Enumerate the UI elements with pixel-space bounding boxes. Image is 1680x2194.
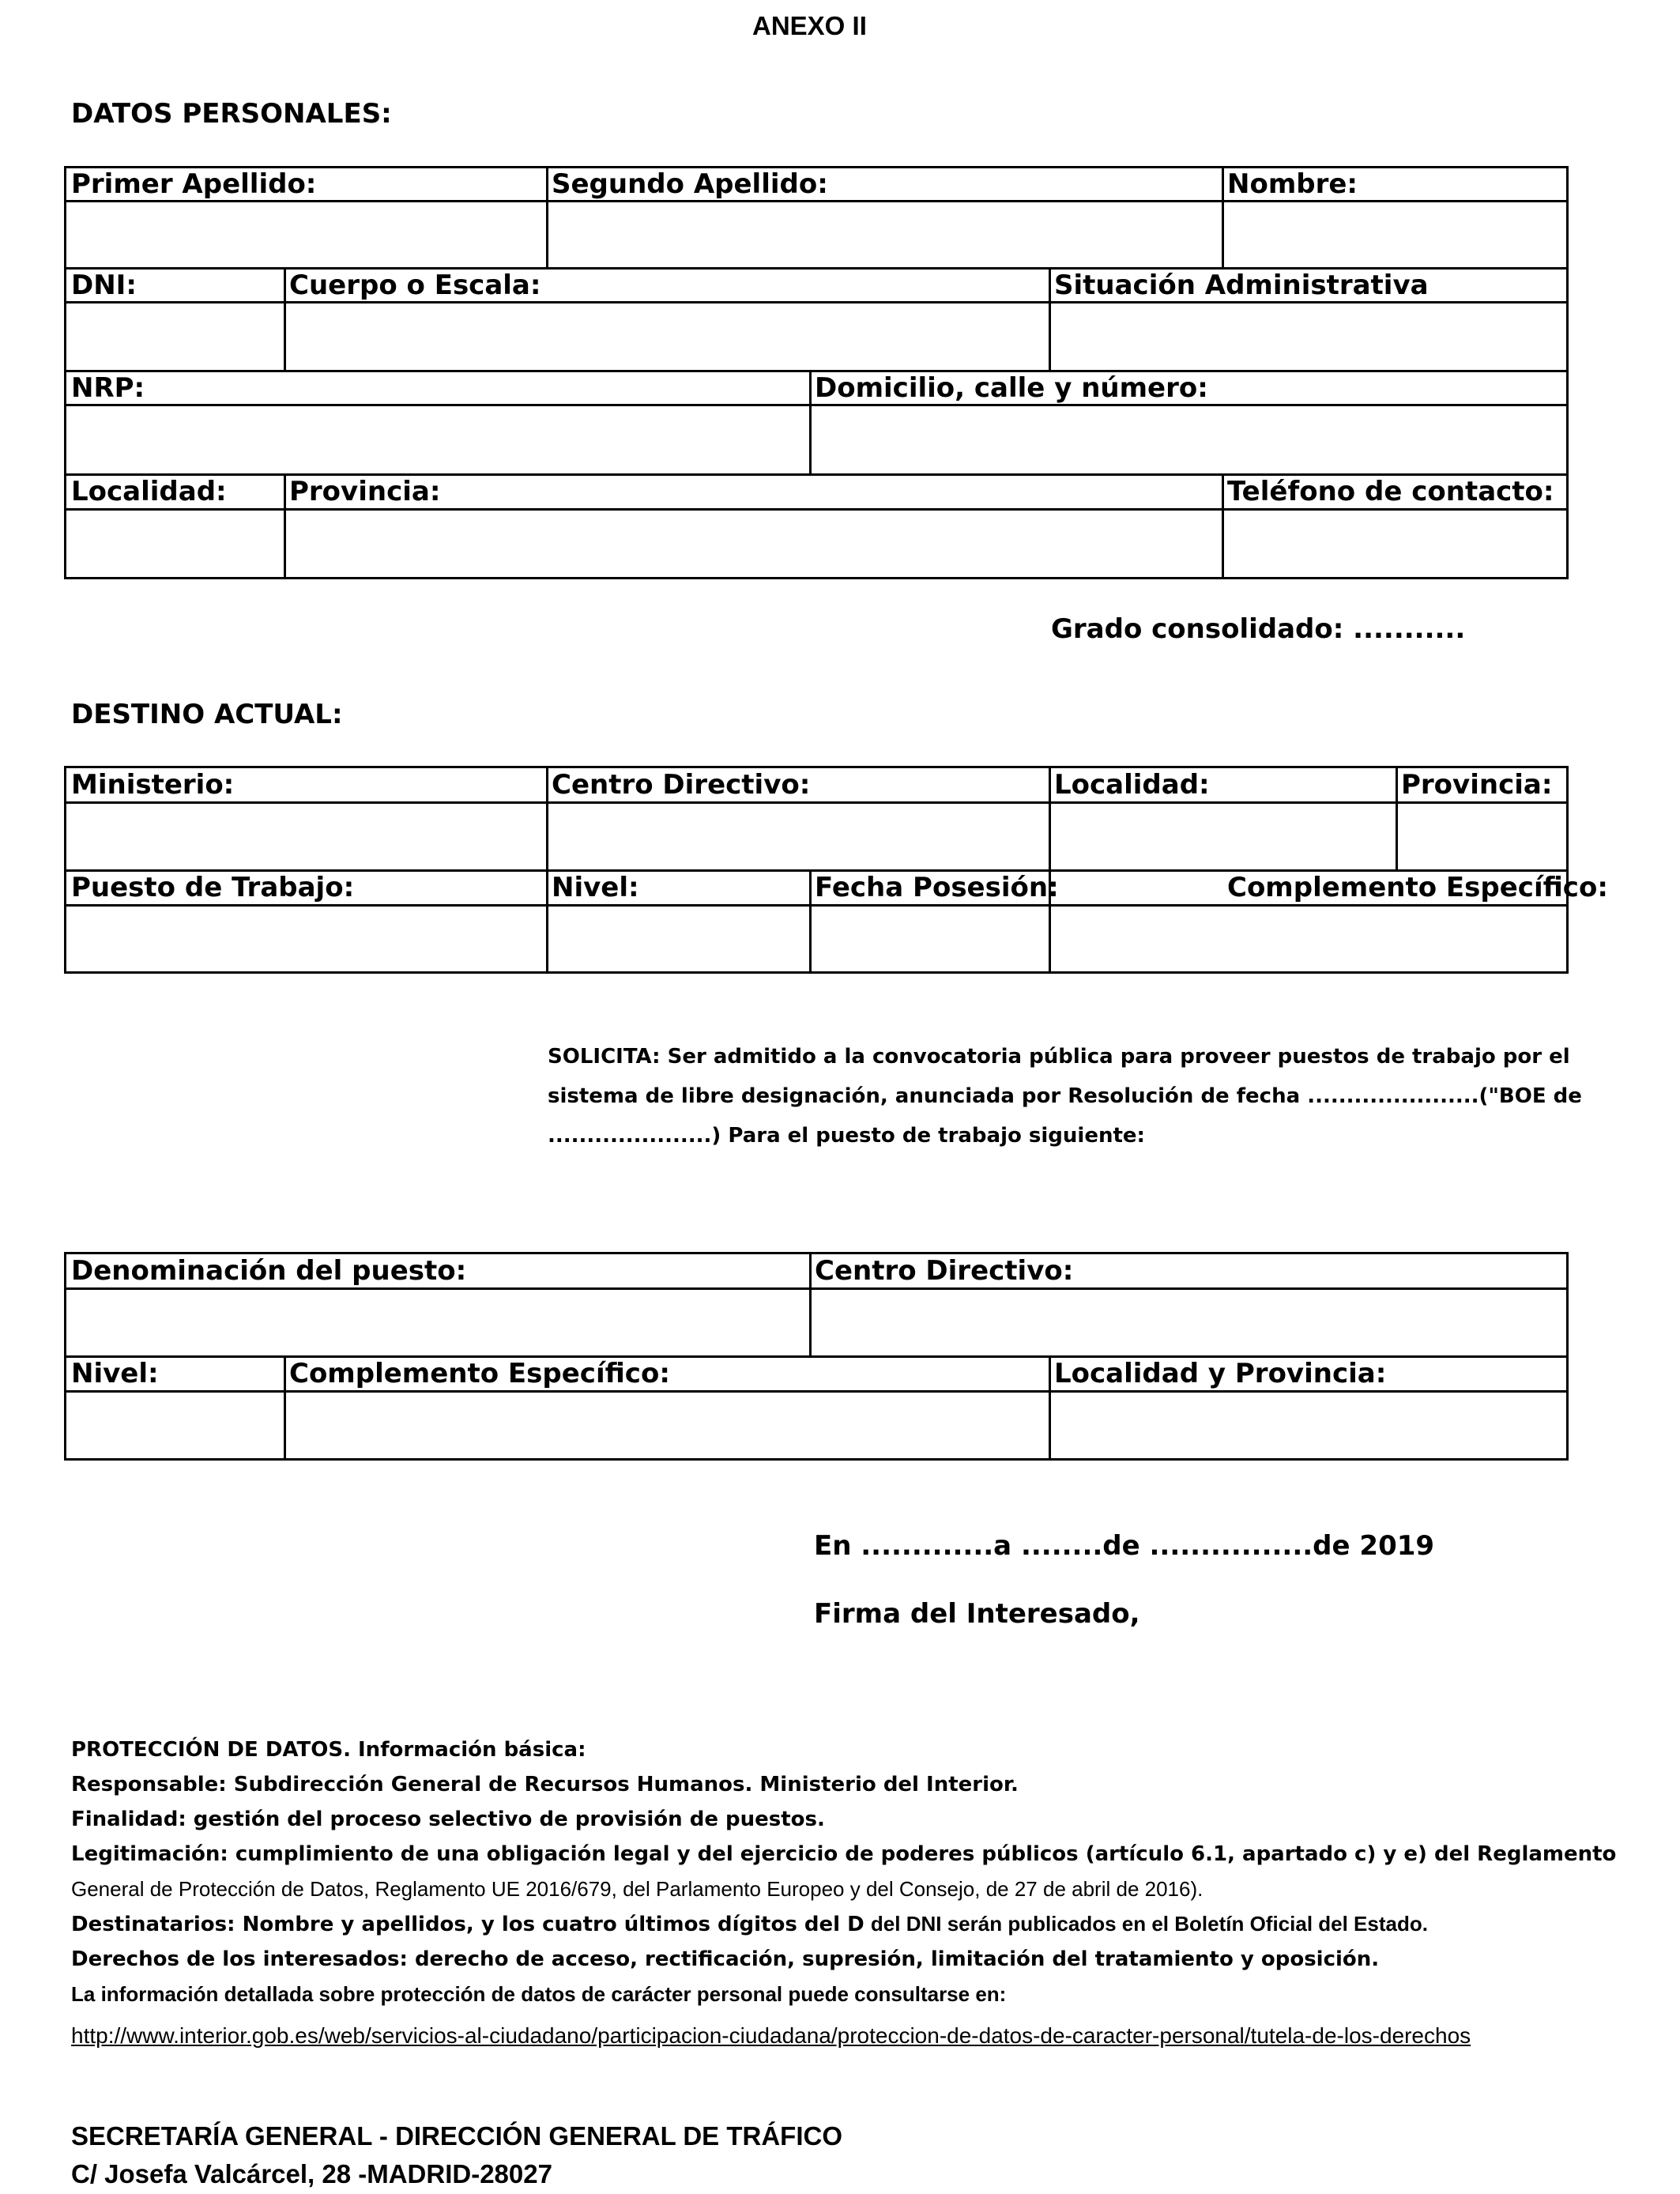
privacy-url-link[interactable]: http://www.interior.gob.es/web/servicios-al-ciudadano/participacion-ciudadana/proteccion-de-datos-de-caracter-personal/tutela-de-los-derechos: [71, 2023, 1471, 2048]
personal-data-table: [64, 166, 1569, 579]
puesto-solicitado-table: [64, 1252, 1569, 1461]
label-puesto-complemento: Complemento Específico:: [289, 1358, 670, 1389]
label-nivel: Nivel:: [552, 872, 639, 903]
label-complemento-especifico: Complemento Específico:: [1227, 872, 1608, 903]
privacy-legitimacion-2: General de Protección de Datos, Reglamento UE 2016/679, del Parlamento Europeo y del Consejo, de 27 de abril de 2016).: [71, 1877, 1203, 1901]
footer-organization: SECRETARÍA GENERAL - DIRECCIÓN GENERAL DE TRÁFICO: [71, 2121, 842, 2151]
solicita-paragraph: [548, 1037, 1582, 1155]
label-destino-provincia: Provincia:: [1401, 769, 1553, 801]
solicita-line-1: SOLICITA: Ser admitido a la convocatoria pública para proveer puestos de trabajo por el: [548, 1045, 1570, 1069]
personal-data-heading: DATOS PERSONALES:: [71, 98, 392, 130]
label-puesto-nivel: Nivel:: [71, 1358, 159, 1389]
label-dni: DNI:: [71, 270, 137, 301]
label-puesto-trabajo: Puesto de Trabajo:: [71, 872, 355, 903]
label-situacion-administrativa: Situación Administrativa: [1054, 270, 1429, 301]
firma-interesado: Firma del Interesado,: [814, 1598, 1140, 1630]
label-ministerio: Ministerio:: [71, 769, 235, 801]
privacy-legitimacion: Legitimación: cumplimiento de una obligación legal y del ejercicio de poderes públicos (artículo 6.1, apartado c) y e) del Reglamento: [71, 1842, 1617, 1866]
label-cuerpo-escala: Cuerpo o Escala:: [289, 270, 541, 301]
privacy-destinatarios-b: del DNI serán publicados en el Boletín Oficial del Estado.: [870, 1912, 1428, 1936]
destino-actual-heading: DESTINO ACTUAL:: [71, 699, 343, 730]
label-domicilio: Domicilio, calle y número:: [815, 372, 1208, 404]
solicita-line-2: sistema de libre designación, anunciada por Resolución de fecha ......................("BOE de: [548, 1084, 1582, 1108]
date-line: En .............a ........de ................de 2019: [814, 1530, 1435, 1562]
privacy-responsable: Responsable: Subdirección General de Recursos Humanos. Ministerio del Interior.: [71, 1773, 1019, 1796]
grado-consolidado: Grado consolidado: ...........: [1051, 613, 1466, 645]
label-puesto-centro-directivo: Centro Directivo:: [815, 1255, 1074, 1287]
label-centro-directivo: Centro Directivo:: [552, 769, 811, 801]
label-provincia: Provincia:: [289, 476, 441, 507]
footer-address: C/ Josefa Valcárcel, 28 -MADRID-28027: [71, 2159, 552, 2188]
privacy-finalidad: Finalidad: gestión del proceso selectivo de provisión de puestos.: [71, 1808, 825, 1831]
privacy-title-rest: Información básica:: [350, 1738, 586, 1762]
destino-actual-table: [64, 766, 1608, 974]
label-localidad-provincia: Localidad y Provincia:: [1054, 1358, 1387, 1389]
annex-title: ANEXO II: [752, 11, 867, 40]
solicita-line-3: .....................) Para el puesto de trabajo siguiente:: [548, 1124, 1145, 1148]
privacy-block: [71, 1732, 1616, 2012]
label-nombre: Nombre:: [1227, 168, 1358, 200]
label-segundo-apellido: Segundo Apellido:: [552, 168, 828, 200]
label-nrp: NRP:: [71, 372, 145, 404]
privacy-title: PROTECCIÓN DE DATOS.: [71, 1738, 351, 1762]
label-primer-apellido: Primer Apellido:: [71, 168, 317, 200]
label-denominacion-puesto: Denominación del puesto:: [71, 1255, 467, 1287]
label-localidad: Localidad:: [71, 476, 227, 507]
label-telefono: Teléfono de contacto:: [1227, 476, 1554, 507]
label-fecha-posesion: Fecha Posesión:: [815, 872, 1059, 903]
privacy-destinatarios-a: Destinatarios: Nombre y apellidos, y los cuatro últimos dígitos del D: [71, 1913, 864, 1936]
privacy-derechos: Derechos de los interesados: derecho de acceso, rectificación, supresión, limitación del tratamiento y oposición.: [71, 1947, 1380, 1971]
label-destino-localidad: Localidad:: [1054, 769, 1210, 801]
privacy-info: La información detallada sobre protección de datos de carácter personal puede consultarse en:: [71, 1982, 1007, 2006]
